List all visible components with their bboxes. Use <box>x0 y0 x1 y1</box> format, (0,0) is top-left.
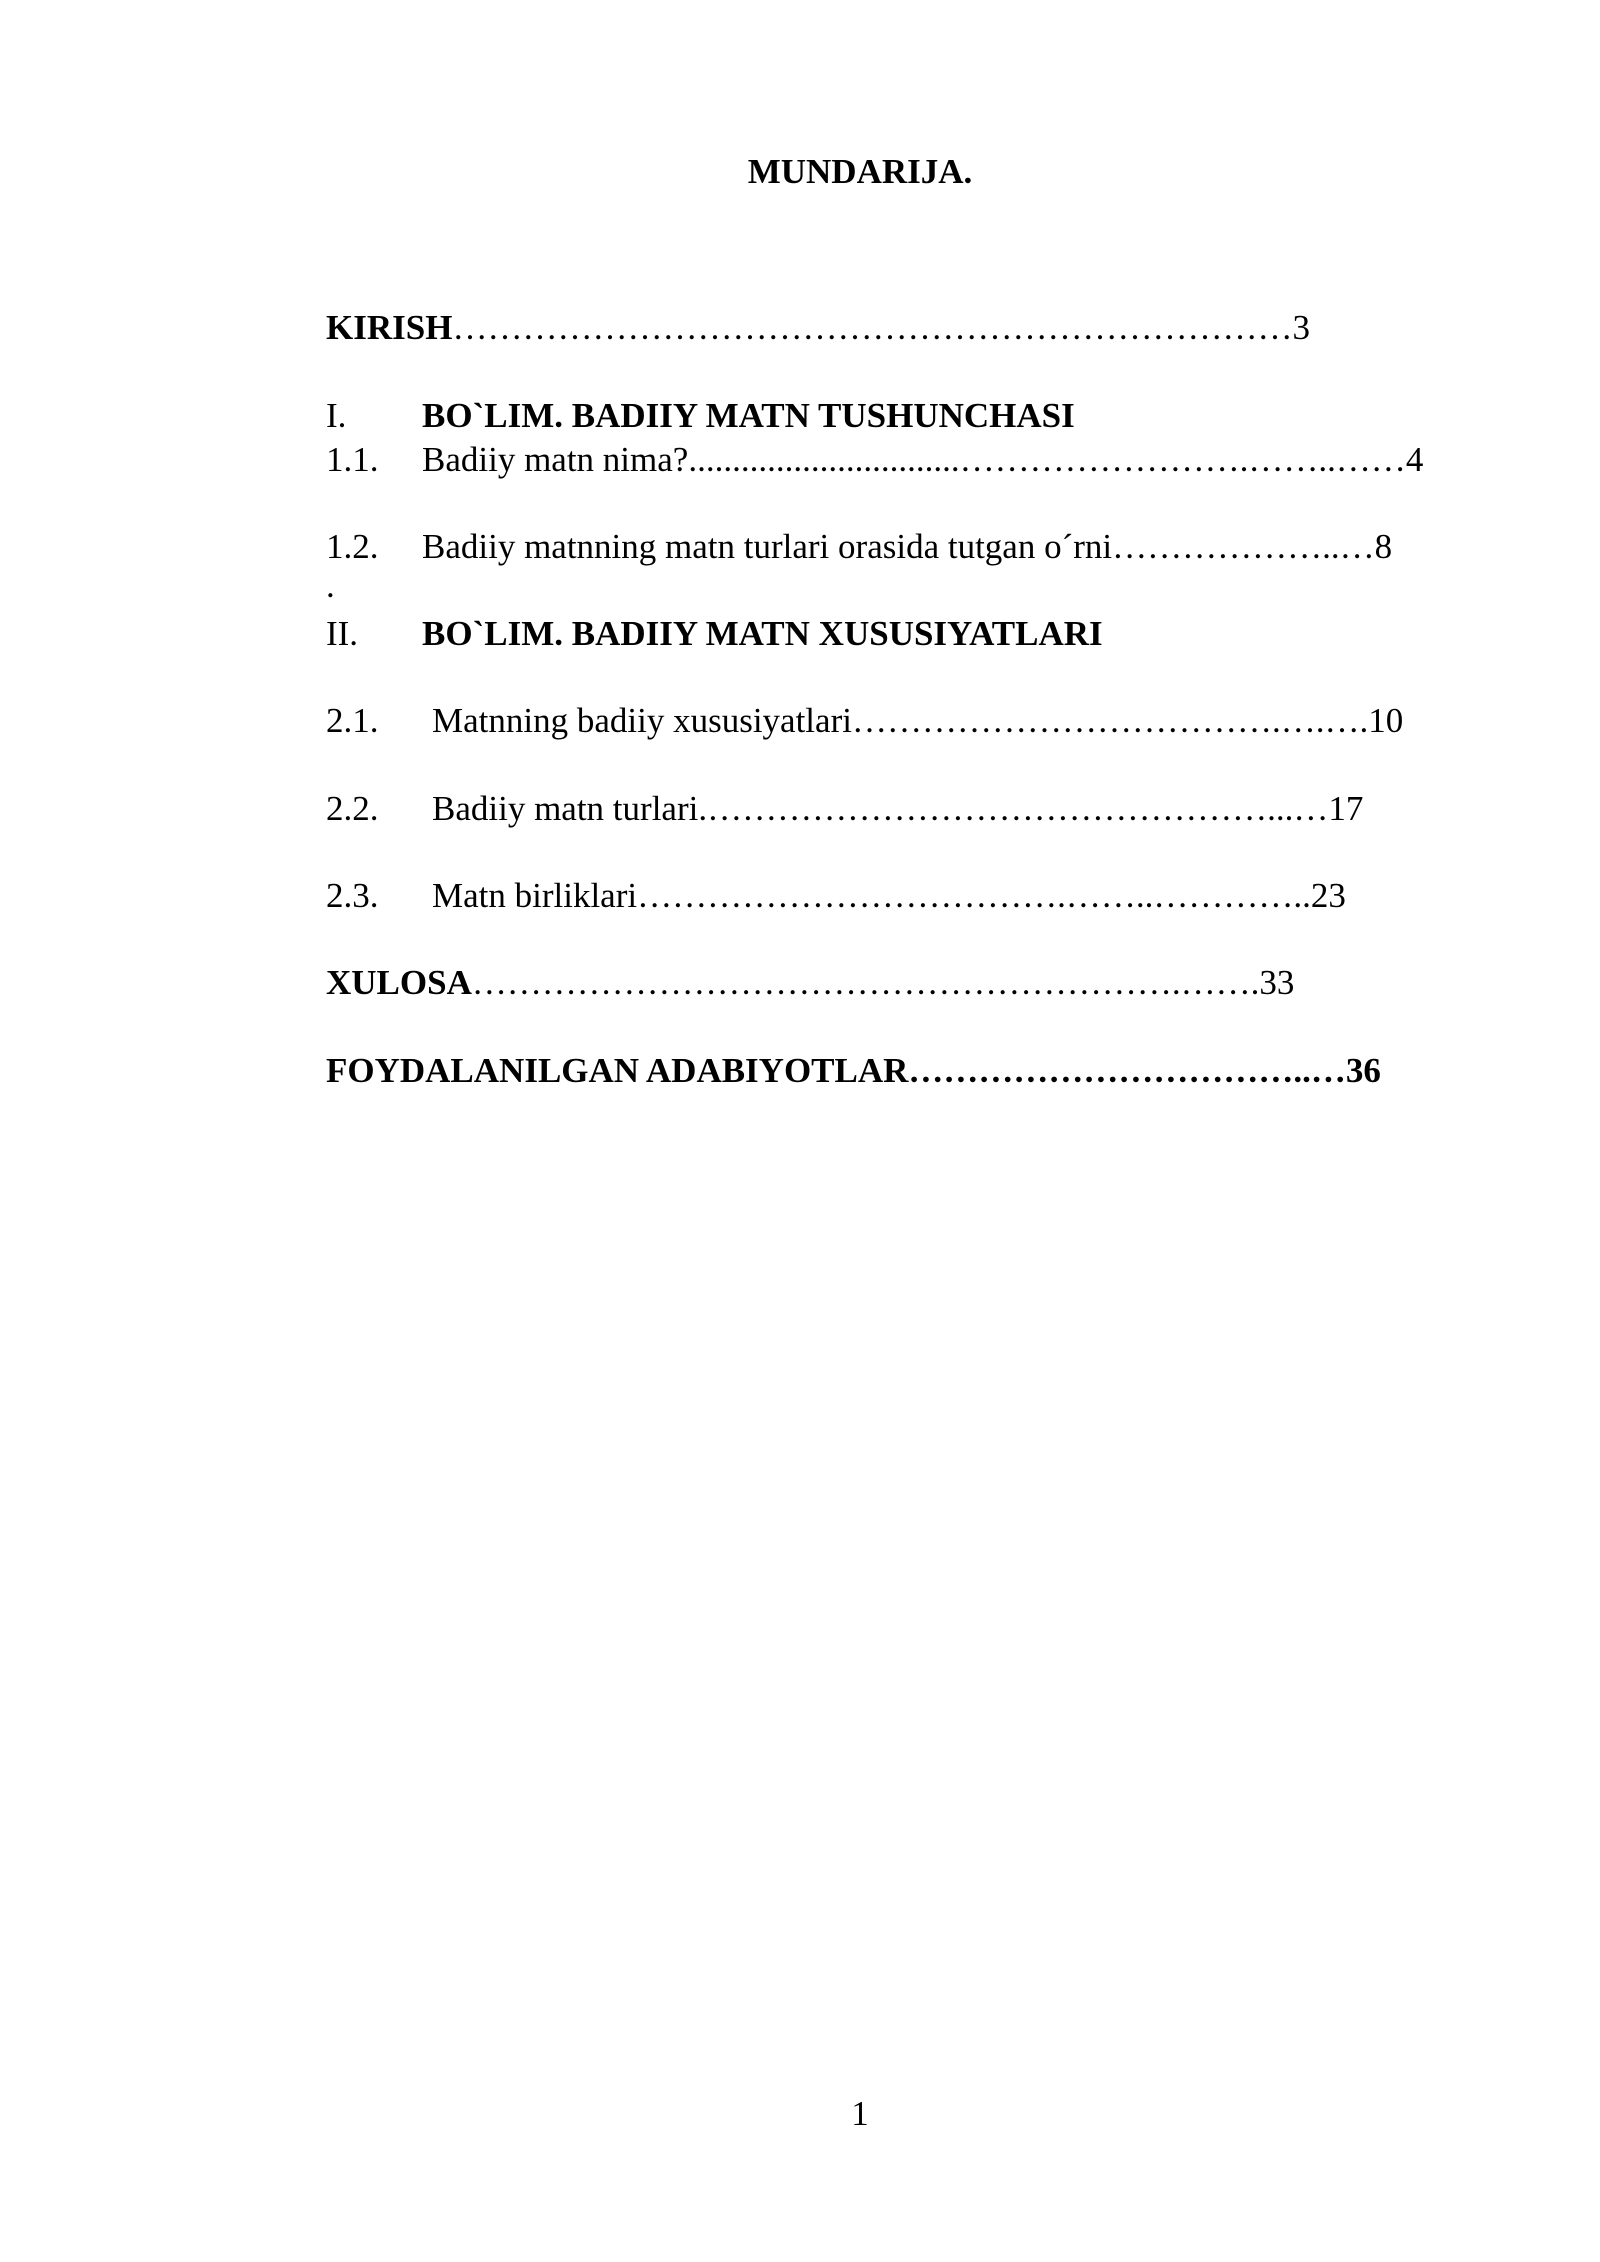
toc-leader: ……………………………………………………………… <box>452 308 1293 347</box>
toc-entry-2-1[interactable] <box>326 701 1403 741</box>
toc-page-number: 4 <box>1405 440 1424 479</box>
toc-page-number: 23 <box>1310 876 1346 915</box>
toc-leader: ………………..… <box>1112 527 1375 566</box>
toc-entry-number: 2.1. <box>326 701 379 740</box>
toc-entry-title: Badiiy matnning matn turlari orasida tutgan o´rni <box>422 527 1113 566</box>
toc-entry-references[interactable] <box>326 1051 1381 1091</box>
toc-entry-title: Badiiy matn nima? <box>422 440 689 479</box>
toc-entry-number: 1.2. <box>326 527 379 566</box>
toc-section-2[interactable] <box>326 614 1103 654</box>
toc-leader: ...............................…………………….……..…… <box>688 440 1406 479</box>
toc-entry-title: Badiiy matn turlari. <box>432 789 708 828</box>
toc-page-number: 8 <box>1374 527 1393 566</box>
toc-page-number: 10 <box>1368 701 1404 740</box>
toc-entry-title: KIRISH <box>326 308 453 347</box>
toc-entry-2-3[interactable] <box>326 876 1346 916</box>
toc-section-title: BO`LIM. BADIIY MATN XUSUSIYATLARI <box>422 614 1103 653</box>
stray-dot: . <box>326 566 335 605</box>
toc-entry-2-2[interactable] <box>326 789 1363 829</box>
toc-leader: ……………………………….……..………….. <box>637 876 1311 915</box>
page-title: MUNDARIJA. <box>747 152 973 191</box>
toc-entry-1-2[interactable] <box>326 527 1392 567</box>
toc-leader: ……………………………..… <box>908 1051 1346 1090</box>
toc-entry-number: 1.1. <box>326 440 379 479</box>
toc-leader: …………………………………………………….……. <box>471 963 1260 1002</box>
toc-section-title: BO`LIM. BADIIY MATN TUSHUNCHASI <box>422 396 1075 435</box>
toc-page-number: 33 <box>1259 963 1295 1002</box>
toc-entry-title: Matn birliklari <box>432 876 638 915</box>
toc-page-number: 17 <box>1328 789 1364 828</box>
toc-leader: …………………………………………...… <box>707 789 1329 828</box>
toc-section-1[interactable] <box>326 396 1075 436</box>
toc-entry-number: 2.3. <box>326 876 379 915</box>
page-number: 1 <box>851 2094 869 2133</box>
toc-leader: ……………………………….….…. <box>851 701 1369 740</box>
toc-section-number: I. <box>326 396 347 435</box>
toc-page-number: 3 <box>1292 308 1310 347</box>
toc-entry-xulosa[interactable] <box>326 963 1294 1003</box>
toc-entry-1-1[interactable] <box>326 440 1423 480</box>
toc-entry-title: XULOSA <box>326 963 472 1002</box>
toc-entry-title: Matnning badiiy xususiyatlari <box>432 701 852 740</box>
toc-entry-kirish[interactable] <box>326 308 1310 348</box>
toc-section-number: II. <box>326 614 359 653</box>
toc-entry-number: 2.2. <box>326 789 379 828</box>
toc-page-number: 36 <box>1345 1051 1381 1090</box>
toc-entry-title: FOYDALANILGAN ADABIYOTLAR <box>326 1051 909 1090</box>
